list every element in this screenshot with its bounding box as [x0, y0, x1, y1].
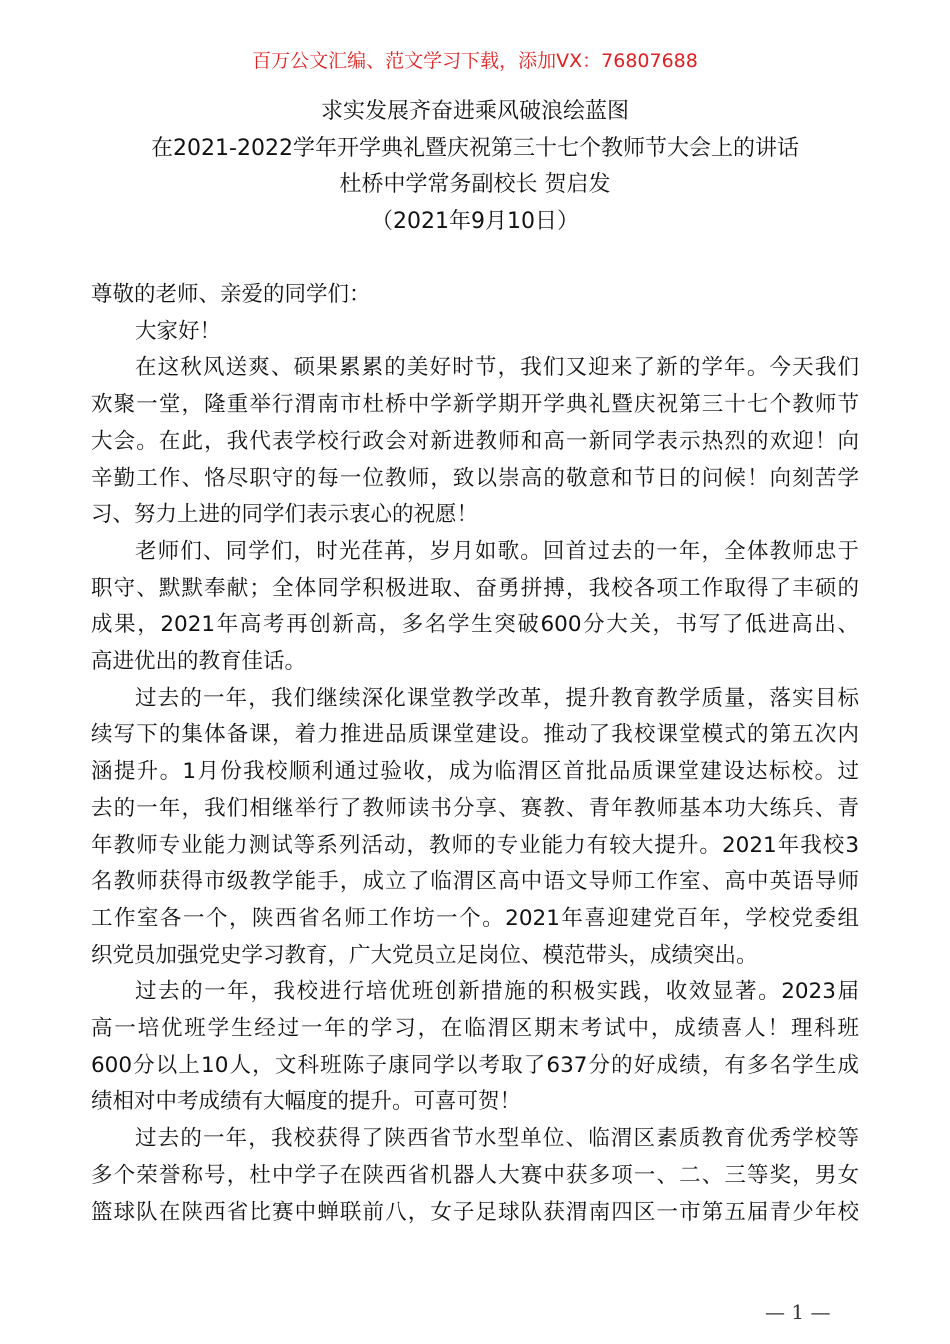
paragraph-line: 大家好！	[135, 318, 222, 344]
paragraph-line: 过去的一年，我校获得了陕西省节水型单位、临渭区素质教育优秀学校等	[135, 1126, 859, 1152]
document-body	[91, 277, 859, 1231]
paragraph	[91, 681, 859, 975]
speech-date: （2021年9月10日）	[371, 209, 579, 235]
watermark-banner: 百万公文汇编、范文学习下载，添加VX：76807688	[252, 50, 698, 72]
paragraph-line: 去的一年，我们相继举行了教师读书分享、赛教、青年教师基本功大练兵、青	[91, 795, 859, 821]
paragraph-line: 600分以上10人，文科班陈子康同学以考取了637分的好成绩，有多名学生成	[91, 1052, 859, 1078]
paragraph	[91, 974, 859, 1121]
paragraph-line: 续写下的集体备课，着力推进品质课堂建设。推动了我校课堂模式的第五次内	[91, 722, 859, 748]
paragraph-line: 绩相对中考成绩有大幅度的提升。可喜可贺！	[91, 1089, 522, 1115]
paragraph-line: 高一培优班学生经过一年的学习，在临渭区期末考试中，成绩喜人！理科班	[91, 1016, 859, 1042]
paragraph	[91, 350, 859, 534]
paragraph-line: 年教师专业能力测试等系列活动，教师的专业能力有较大提升。2021年我校3	[91, 832, 859, 858]
paragraph-line: 在这秋风送爽、硕果累累的美好时节，我们又迎来了新的学年。今天我们	[135, 355, 859, 381]
paragraph-line: 多个荣誉称号，杜中学子在陕西省机器人大赛中获多项一、二、三等奖，男女	[91, 1162, 859, 1188]
paragraph-line: 高进优出的教育佳话。	[91, 649, 307, 675]
document-title-block	[0, 94, 950, 241]
paragraph-line: 篮球队在陕西省比赛中蝉联前八，女子足球队获渭南四区一市第五届青少年校	[91, 1199, 859, 1225]
paragraph-line: 涵提升。1月份我校顺利通过验收，成为临渭区首批品质课堂建设达标校。过	[91, 759, 859, 785]
salutation: 尊敬的老师、亲爱的同学们：	[91, 282, 371, 307]
paragraph-line: 名教师获得市级教学能手，成立了临渭区高中语文导师工作室、高中英语导师	[91, 869, 859, 895]
paragraph-line: 织党员加强党史学习教育，广大党员立足岗位、模范带头，成绩突出。	[91, 942, 758, 968]
speaker: 杜桥中学常务副校长 贺启发	[339, 172, 611, 198]
paragraph-line: 成果，2021年高考再创新高，多名学生突破600分大关，书写了低进高出、	[91, 612, 859, 638]
paragraph	[91, 314, 859, 351]
paragraph	[91, 534, 859, 681]
paragraph-line: 过去的一年，我校进行培优班创新措施的积极实践，收效显著。2023届	[135, 979, 859, 1005]
paragraph-line: 辛勤工作、恪尽职守的每一位教师，致以崇高的敬意和节日的问候！向刻苦学	[91, 465, 859, 491]
paragraph-line: 职守、默默奉献；全体同学积极进取、奋勇拼搏，我校各项工作取得了丰硕的	[91, 575, 859, 601]
paragraph-line: 工作室各一个，陕西省名师工作坊一个。2021年喜迎建党百年，学校党委组	[91, 905, 859, 931]
page-number: — 1 —	[765, 1300, 831, 1324]
paragraph	[91, 1121, 859, 1231]
paragraph-line: 欢聚一堂，隆重举行渭南市杜桥中学新学期开学典礼暨庆祝第三十七个教师节	[91, 392, 859, 418]
paragraph-line: 老师们、同学们，时光荏苒，岁月如歌。回首过去的一年，全体教师忠于	[135, 538, 859, 564]
paragraph-line: 过去的一年，我们继续深化课堂教学改革，提升教育教学质量，落实目标	[135, 685, 859, 711]
main-title: 求实发展齐奋进乘风破浪绘蓝图	[320, 99, 629, 124]
paragraph-line: 大会。在此，我代表学校行政会对新进教师和高一新同学表示热烈的欢迎！向	[91, 428, 859, 454]
paragraph-line: 习、努力上进的同学们表示衷心的祝愿！	[91, 502, 479, 528]
subtitle: 在2021-2022学年开学典礼暨庆祝第三十七个教师节大会上的讲话	[151, 135, 799, 161]
